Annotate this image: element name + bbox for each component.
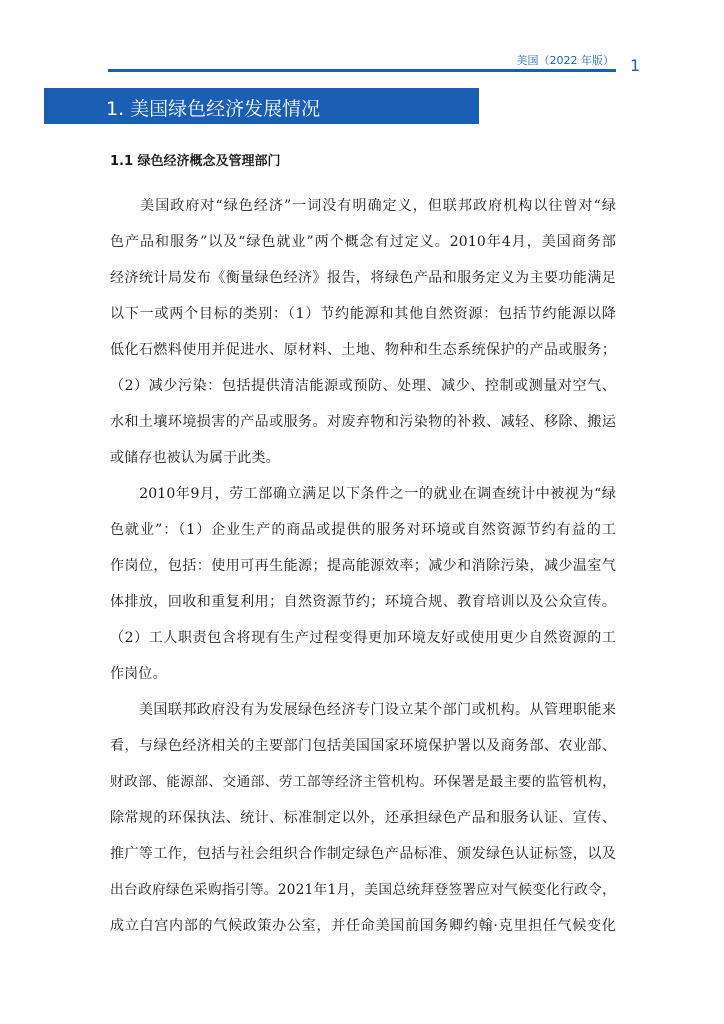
text-line: 色就业”：（1）企业生产的商品或提供的服务对环境或自然资源节约有益的工 [110, 522, 616, 538]
text-line: 低化石燃料使用并促进水、原材料、土地、物种和生态系统保护的产品或服务； [110, 342, 616, 358]
text-line: （2）工人职责包含将现有生产过程变得更加环境友好或使用更少自然资源的工 [110, 630, 616, 646]
text-line: 财政部、能源部、交通部、劳工部等经济主管机构。环保署是最主要的监管机构， [110, 774, 616, 790]
text-line: 除常规的环保执法、统计、标准制定以外，还承担绿色产品和服务认证、宣传、 [110, 810, 616, 826]
section-banner [44, 88, 479, 124]
text-line: 美国联邦政府没有为发展绿色经济专门设立某个部门或机构。从管理职能来 [110, 702, 616, 718]
text-line: 美国政府对“绿色经济”一词没有明确定义，但联邦政府机构以往曾对“绿 [110, 198, 616, 214]
text-line: 看，与绿色经济相关的主要部门包括美国国家环境保护署以及商务部、农业部、 [110, 738, 616, 754]
header-rule [108, 69, 616, 72]
text-line: 水和土壤环境损害的产品或服务。对废弃物和污染物的补救、减轻、移除、搬运 [110, 414, 616, 430]
section-title: 1. 美国绿色经济发展情况 [106, 98, 321, 120]
text-line: 或储存也被认为属于此类。 [110, 450, 280, 466]
text-line: 经济统计局发布《衡量绿色经济》报告，将绿色产品和服务定义为主要功能满足 [110, 270, 616, 286]
text-line: 体排放，回收和重复利用；自然资源节约；环境合规、教育培训以及公众宣传。 [110, 594, 616, 610]
text-line: 作岗位，包括：使用可再生能源；提高能源效率；减少和消除污染，减少温室气 [110, 558, 616, 574]
text-line: 色产品和服务”以及“绿色就业”两个概念有过定义。2010年4月，美国商务部 [110, 234, 616, 250]
text-line: 出台政府绿色采购指引等。2021年1月，美国总统拜登签署应对气候变化行政令， [110, 882, 616, 898]
subsection-title: 1.1 绿色经济概念及管理部门 [110, 154, 281, 169]
text-line: 以下一或两个目标的类别：（1）节约能源和其他自然资源：包括节约能源以降 [110, 306, 616, 322]
text-line: 作岗位。 [110, 666, 167, 682]
text-line: （2）减少污染：包括提供清洁能源或预防、处理、减少、控制或测量对空气、 [110, 378, 616, 394]
text-line: 2010年9月，劳工部确立满足以下条件之一的就业在调查统计中被视为“绿 [110, 486, 616, 502]
page-number: 1 [630, 56, 641, 75]
header-label: 美国（2022 年版） [516, 54, 614, 67]
text-line: 推广等工作，包括与社会组织合作制定绿色产品标准、颁发绿色认证标签，以及 [110, 846, 616, 862]
text-line: 成立白宫内部的气候政策办公室，并任命美国前国务卿约翰·克里担任气候变化 [110, 918, 616, 934]
